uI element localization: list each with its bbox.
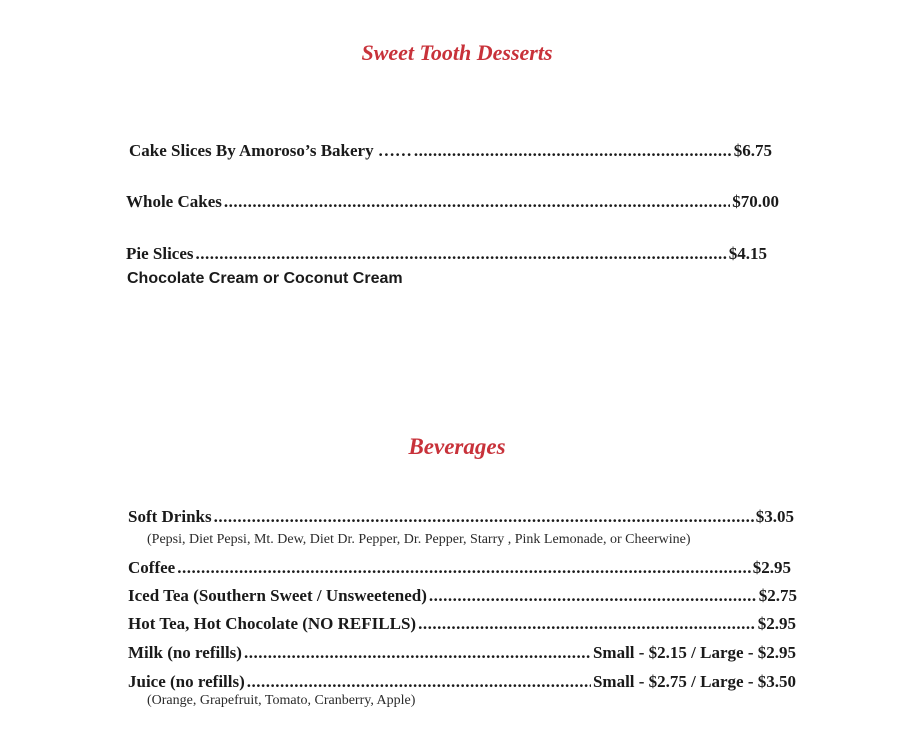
item-price: $3.05 — [755, 507, 794, 526]
item-name: Coffee — [128, 558, 176, 577]
item-price: $2.95 — [757, 614, 796, 633]
item-price: $2.95 — [752, 558, 791, 577]
dot-leader — [224, 192, 730, 212]
item-name: Pie Slices — [126, 244, 194, 263]
menu-item-juice — [128, 672, 796, 692]
dot-leader — [177, 558, 751, 578]
menu-item-iced-tea — [128, 586, 797, 606]
dot-leader — [196, 244, 727, 264]
item-price: $4.15 — [728, 244, 767, 263]
item-price: $6.75 — [733, 141, 772, 160]
juice-options: (Orange, Grapefruit, Tomato, Cranberry, Apple) — [147, 693, 416, 708]
menu-item-coffee — [128, 558, 791, 578]
menu-item-whole-cakes — [126, 192, 779, 212]
beverages-title: Beverages — [408, 434, 506, 459]
menu-item-pie-slices — [126, 244, 767, 264]
item-price: Small - $2.75 / Large - $3.50 — [592, 672, 796, 691]
menu-item-milk — [128, 643, 796, 663]
dot-leader — [414, 141, 732, 161]
soft-drink-options: (Pepsi, Diet Pepsi, Mt. Dew, Diet Dr. Pepper, Dr. Pepper, Starry , Pink Lemonade, or Cheerwine) — [147, 532, 691, 547]
item-name: Whole Cakes — [126, 192, 222, 211]
item-price: $70.00 — [732, 192, 779, 211]
item-name: Juice (no refills) — [128, 672, 245, 691]
item-name: Milk (no refills) — [128, 643, 242, 662]
desserts-title: Sweet Tooth Desserts — [361, 40, 553, 65]
menu-item-soft-drinks — [128, 507, 794, 527]
dot-leader — [429, 586, 757, 606]
item-name: Soft Drinks — [128, 507, 212, 526]
item-price: $2.75 — [758, 586, 797, 605]
dot-leader — [244, 643, 591, 663]
dot-leader — [418, 614, 756, 634]
dot-leader — [214, 507, 754, 527]
item-name: Hot Tea, Hot Chocolate (NO REFILLS) — [128, 614, 417, 633]
menu-item-cake-slices — [129, 141, 772, 161]
menu-item-hot-tea — [128, 614, 796, 634]
item-name: Cake Slices By Amoroso’s Bakery …… — [129, 141, 412, 160]
dot-leader — [247, 672, 591, 692]
pie-flavors: Chocolate Cream or Coconut Cream — [127, 270, 403, 287]
item-name: Iced Tea (Southern Sweet / Unsweetened) — [128, 586, 427, 605]
item-price: Small - $2.15 / Large - $2.95 — [592, 643, 796, 662]
